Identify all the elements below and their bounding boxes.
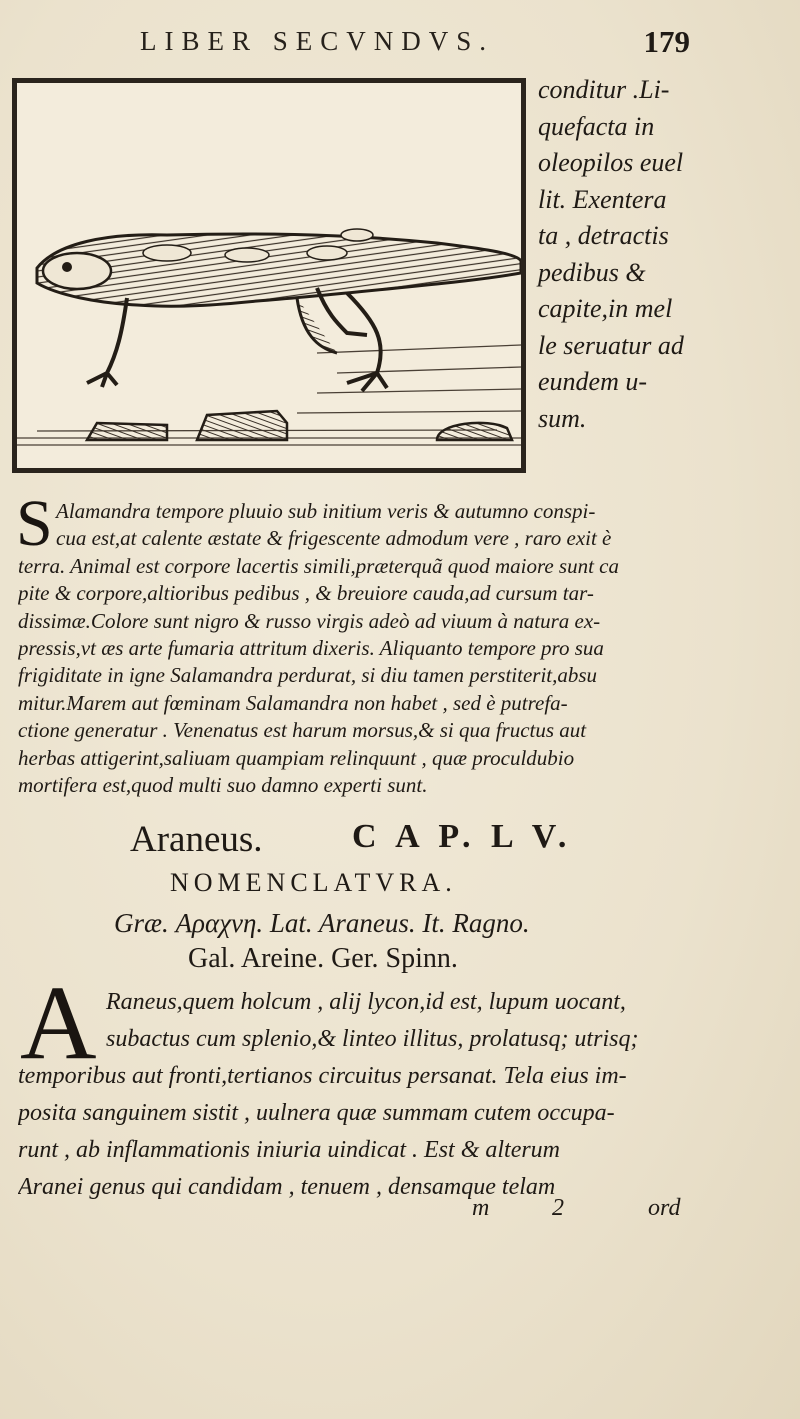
side-line: eundem u-	[538, 367, 648, 396]
side-line: oleopilos euel	[538, 148, 684, 177]
page-number: 179	[643, 24, 690, 59]
text-line: Alamandra tempore pluuio sub initium veris & autumno conspi-	[56, 499, 596, 523]
salamander-woodcut	[12, 78, 526, 473]
text-line: posita sanguinem sistit , uulnera quæ summam cutem occupa-	[18, 1100, 615, 1126]
salamander-paragraph	[16, 487, 708, 799]
text-line: terra. Animal est corpore lacertis simili,præterquã quod maiore sunt ca	[18, 553, 620, 578]
text-line: cua est,at calente æstate & frigescente admodum vere , raro exit è	[56, 526, 612, 551]
synonyms-line-2: Gal. Areine. Ger. Spinn.	[188, 943, 458, 974]
running-title: LIBER SECVNDVS.	[140, 26, 495, 56]
signature-mark: m	[472, 1195, 490, 1221]
nomenclatura-heading: NOMENCLATVRA.	[170, 868, 457, 897]
side-line: ta , detractis	[538, 221, 669, 250]
chapter-heading	[130, 818, 690, 862]
salamander-illustration	[17, 83, 521, 468]
text-line: temporibus aut fronti,tertianos circuitus persanat. Tela eius im-	[18, 1063, 627, 1089]
signature-number: 2	[552, 1195, 564, 1221]
text-line: Aranei genus qui candidam , tenuem , densamque telam	[18, 1174, 556, 1200]
side-line: quefacta in	[538, 111, 655, 141]
signature-line	[0, 1195, 800, 1225]
running-head	[130, 24, 690, 64]
side-line: pedibus &	[538, 257, 646, 287]
side-line: sum.	[538, 403, 587, 433]
araneus-paragraph	[18, 964, 708, 1206]
text-line: pressis,vt æs arte fumaria attritum dixeris. Aliquanto tempore pro sua	[18, 636, 604, 661]
text-line: Raneus,quem holcum , alij lycon,id est, lupum uocant,	[106, 989, 626, 1015]
text-line: pite & corpore,altioribus pedibus , & breuiore cauda,ad cursum tar-	[18, 581, 594, 606]
side-text	[538, 72, 688, 437]
catchword: ord	[648, 1195, 681, 1221]
chapter-name: Araneus.	[130, 819, 263, 860]
text-line: runt , ab inflammationis iniuria uindicat . Est & alterum	[18, 1137, 561, 1163]
text-line: frigiditate in igne Salamandra perdurat, si diu tamen perstiterit,absu	[18, 663, 598, 688]
side-line: le seruatur ad	[538, 330, 684, 360]
drop-capital: S	[16, 487, 53, 560]
chapter-number: C A P. L V.	[352, 818, 573, 855]
text-line: subactus cum splenio,& linteo illitus, prolatusq; utrisq;	[106, 1026, 639, 1052]
text-line: mitur.Marem aut fœminam Salamandra non habet , sed è putrefa-	[18, 690, 568, 715]
text-line: dissimæ.Colore sunt nigro & russo virgis adeò ad viuum à natura ex-	[18, 608, 601, 633]
text-line: herbas attigerint,saliuam quampiam relinquunt , quæ proculdubio	[18, 745, 575, 770]
side-line: conditur .Li-	[538, 75, 670, 104]
text-line: mortifera est,quod multi suo damno experti sunt.	[18, 773, 428, 798]
drop-capital: A	[20, 964, 97, 1081]
synonyms-line-1: Græ. Αραχνη. Lat. Araneus. It. Ragno.	[114, 908, 530, 938]
side-line: lit. Exentera	[538, 184, 667, 214]
side-line: capite,in mel	[538, 294, 673, 323]
text-line: ctione generatur . Venenatus est harum morsus,& si qua fructus aut	[18, 718, 587, 743]
